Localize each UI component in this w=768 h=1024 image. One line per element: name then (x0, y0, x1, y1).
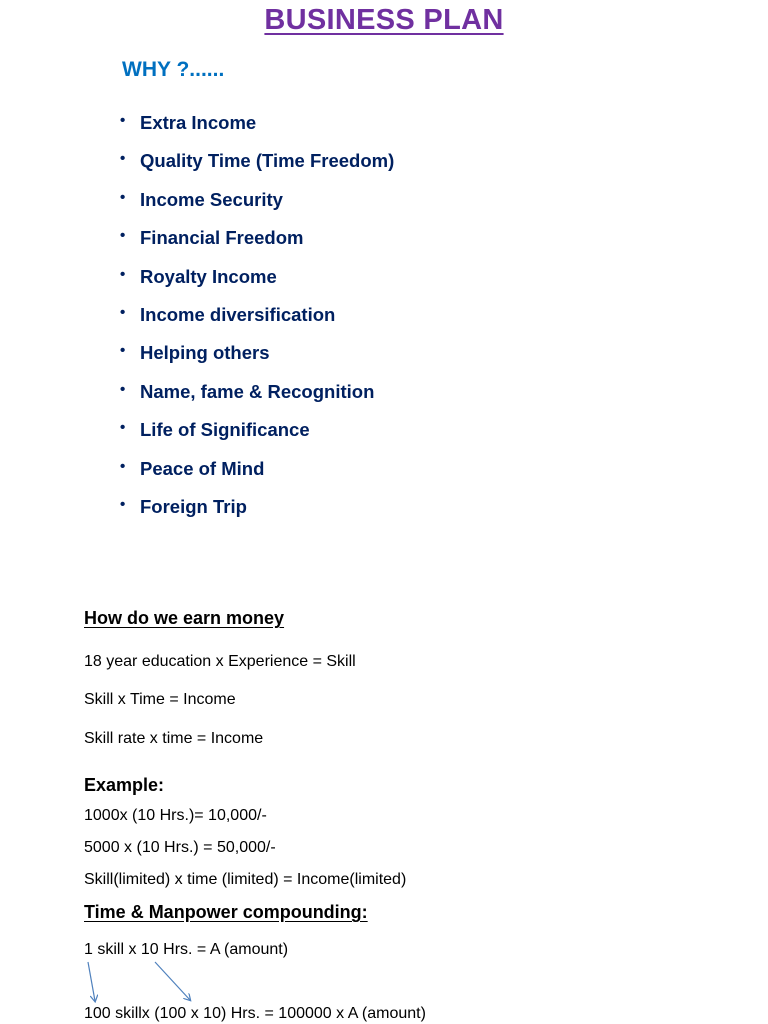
example-heading: Example: (84, 775, 165, 795)
earn-line: Skill rate x time = Income (84, 730, 264, 747)
reason-text: Foreign Trip (140, 495, 247, 517)
compounding-line: 1 skill x 10 Hrs. = A (amount) (84, 941, 289, 958)
reason-text: Quality Time (Time Freedom) (140, 150, 395, 172)
earn-heading: How do we earn money (84, 608, 285, 628)
bullet-icon: • (120, 303, 126, 321)
reason-text: Life of Significance (140, 419, 310, 441)
example-line: Skill(limited) x time (limited) = Income(limited) (84, 871, 407, 888)
reason-text: Helping others (140, 342, 270, 364)
reason-text: Financial Freedom (140, 227, 304, 249)
reason-text: Extra Income (140, 112, 257, 133)
earn-line: Skill x Time = Income (84, 691, 236, 708)
bullet-icon: • (120, 419, 126, 437)
example-line: 5000 x (10 Hrs.) = 50,000/- (84, 839, 276, 856)
example-line: 1000x (10 Hrs.)= 10,000/- (84, 807, 267, 824)
compounding-heading: Time & Manpower compounding: (84, 902, 368, 922)
arrow-icon (88, 962, 95, 1001)
bullet-icon: • (120, 265, 126, 283)
reason-text: Income diversification (140, 303, 336, 325)
why-heading: WHY ?...... (122, 58, 225, 81)
arrow-icon (155, 962, 190, 1000)
bullet-icon: • (120, 380, 126, 398)
reason-text: Income Security (140, 188, 283, 210)
bullet-icon: • (120, 495, 126, 513)
reason-text: Name, fame & Recognition (140, 380, 375, 402)
bullet-icon: • (120, 112, 126, 129)
earn-line: 18 year education x Experience = Skill (84, 653, 356, 670)
bullet-icon: • (120, 150, 126, 168)
bullet-icon: • (120, 457, 126, 475)
bullet-icon: • (120, 227, 126, 245)
reason-text: Royalty Income (140, 265, 277, 287)
page-title: BUSINESS PLAN (264, 4, 504, 36)
compounding-line: 100 skillx (100 x 10) Hrs. = 100000 x A (amount) (84, 1005, 426, 1022)
bullet-icon: • (120, 342, 126, 360)
reason-text: Peace of Mind (140, 457, 265, 479)
bullet-icon: • (120, 188, 126, 206)
